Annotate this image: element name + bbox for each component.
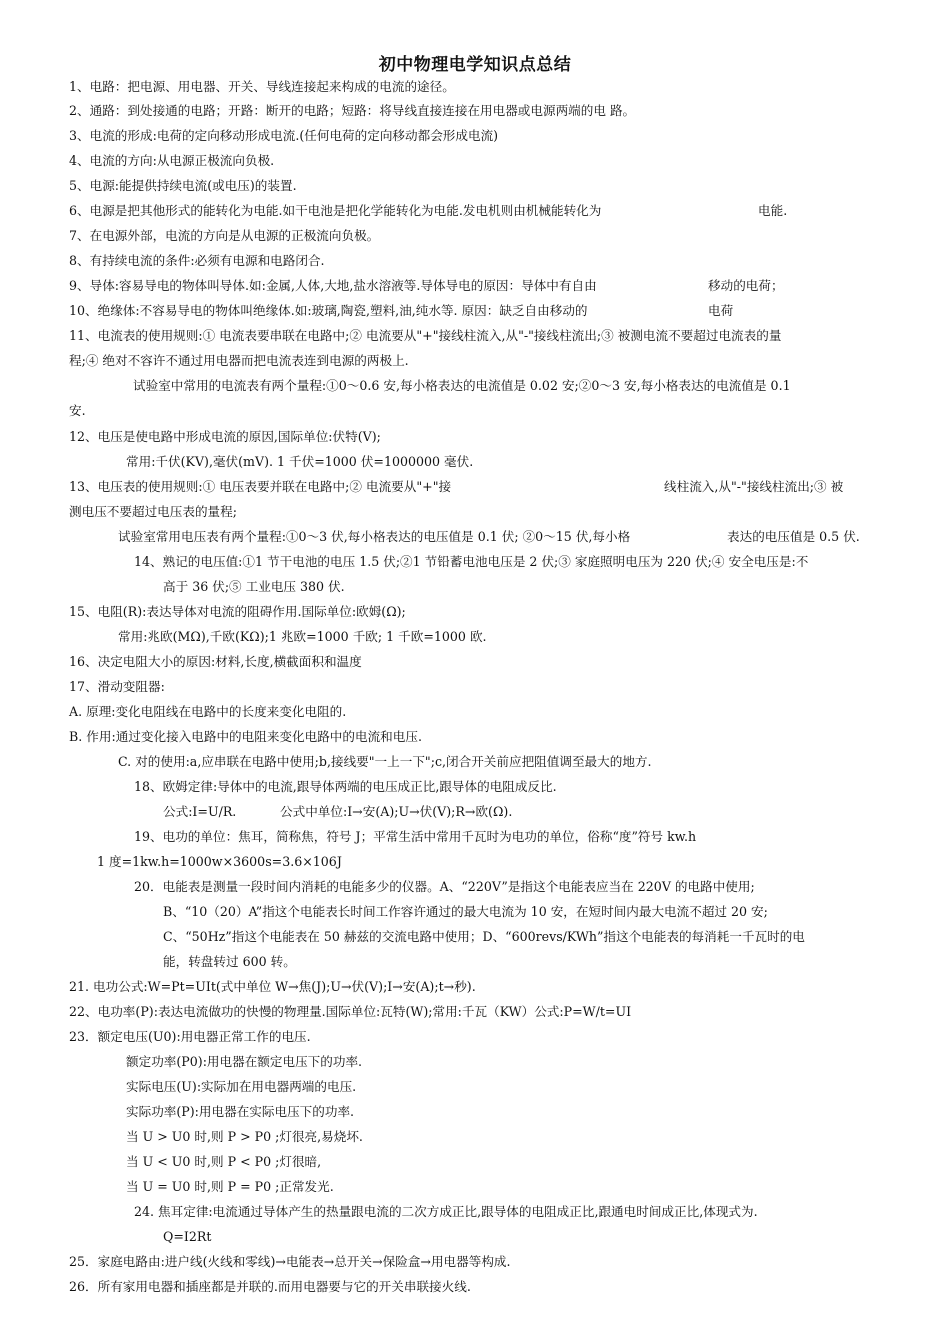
text-line: 公式中单位:I→安(A);U→伏(V);R→欧(Ω). xyxy=(280,804,513,819)
text-line: 程;④ 绝对不容许不通过用电器而把电流表连到电源的两极上. xyxy=(69,353,409,368)
text-line: 20．电能表是测量一段时间内消耗的电能多少的仪器。A、“220V”是指这个电能表应当在 220V 的电路中使用; xyxy=(134,879,755,894)
text-line: B、“10（20）A”指这个电能表长时间工作容许通过的最大电流为 10 安，在短时间内最大电流不超过 20 安; xyxy=(163,904,768,919)
text-line: 4、电流的方向:从电源正极流向负极. xyxy=(69,153,275,168)
text-line: 常用:千伏(KV),毫伏(mV). 1 千伏=1000 伏=1000000 毫伏. xyxy=(126,454,474,469)
text-line: 高于 36 伏;⑤ 工业电压 380 伏. xyxy=(163,579,345,594)
text-line: 额定功率(P0):用电器在额定电压下的功率. xyxy=(126,1054,363,1069)
text-line: 当 U < U0 时,则 P < P0 ;灯很暗, xyxy=(126,1154,322,1169)
text-line: 19、电功的单位：焦耳，简称焦，符号 J；平常生活中常用千瓦时为电功的单位，俗称“度”符号 kw.h xyxy=(134,829,697,844)
text-line: 23．额定电压(U0):用电器正常工作的电压. xyxy=(69,1029,311,1044)
text-line: 9、导体:容易导电的物体叫导体.如:金属,人体,大地,盐水溶液等.导体导电的原因：导体中有自由 xyxy=(69,278,597,293)
text-line: 25．家庭电路由:进户线(火线和零线)→电能表→总开关→保险盒→用电器等构成. xyxy=(69,1254,511,1269)
text-line: 22、电功率(P):表达电流做功的快慢的物理量.国际单位:瓦特(W);常用:千瓦（KW）公式:P=W/t=UI xyxy=(69,1004,632,1019)
text-line: 26．所有家用电器和插座都是并联的.而用电器要与它的开关串联接火线. xyxy=(69,1279,471,1294)
text-line: 公式:I=U/R. xyxy=(163,804,237,819)
text-line: 6、电源是把其他形式的能转化为电能.如干电池是把化学能转化为电能.发电机则由机械能转化为 xyxy=(69,203,602,218)
text-line: 实际功率(P):用电器在实际电压下的功率. xyxy=(126,1104,355,1119)
text-line: 17、滑动变阻器: xyxy=(69,679,165,694)
text-line: 能，转盘转过 600 转。 xyxy=(163,954,296,969)
text-line: 11、电流表的使用规则:① 电流表要串联在电路中;② 电流要从"+"接线柱流入,从"-"接线柱流出;③ 被测电流不要超过电流表的量 xyxy=(69,328,782,343)
text-line: 10、绝缘体:不容易导电的物体叫绝缘体.如:玻璃,陶瓷,塑料,油,纯水等. 原因：缺乏自由移动的 xyxy=(69,303,588,318)
text-line: 1 度=1kw.h=1000w×3600s=3.6×106J xyxy=(97,854,342,869)
text-line: 12、电压是使电路中形成电流的原因,国际单位:伏特(V); xyxy=(69,429,381,444)
text-line: 8、有持续电流的条件:必须有电源和电路闭合. xyxy=(69,253,325,268)
text-line: B. 作用:通过变化接入电路中的电阻来变化电路中的电流和电压. xyxy=(69,729,422,744)
text-line: 安. xyxy=(69,403,86,418)
text-line: 常用:兆欧(MΩ),千欧(KΩ);1 兆欧=1000 千欧; 1 千欧=1000 欧. xyxy=(118,629,487,644)
text-line: 电能. xyxy=(758,203,788,218)
text-line: C. 对的使用:a,应串联在电路中使用;b,接线要"一上一下";c,闭合开关前应把阻值调至最大的地方. xyxy=(118,754,652,769)
text-line: 7、在电源外部，电流的方向是从电源的正极流向负极。 xyxy=(69,228,380,243)
text-line: C、“50Hz”指这个电能表在 50 赫兹的交流电路中使用；D、“600revs/KWh”指这个电能表的每消耗一千瓦时的电 xyxy=(163,929,805,944)
text-line: 电荷 xyxy=(708,303,734,318)
text-line: 实际电压(U):实际加在用电器两端的电压. xyxy=(126,1079,357,1094)
text-line: 线柱流入,从"-"接线柱流出;③ 被 xyxy=(664,479,844,494)
text-line: 21. 电功公式:W=Pt=UIt(式中单位 W→焦(J);U→伏(V);I→安(A);t→秒). xyxy=(69,979,476,994)
text-line: 试验室常用电压表有两个量程:①0～3 伏,每小格表达的电压值是 0.1 伏; ②0～15 伏,每小格 xyxy=(118,529,631,544)
text-line: 1、电路：把电源、用电器、开关、导线连接起来构成的电流的途径。 xyxy=(69,79,455,94)
text-line: 16、决定电阻大小的原因:材料,长度,横截面积和温度 xyxy=(69,654,362,669)
text-line: 5、电源:能提供持续电流(或电压)的装置. xyxy=(69,178,297,193)
text-line: 18、欧姆定律:导体中的电流,跟导体两端的电压成正比,跟导体的电阻成反比. xyxy=(134,779,557,794)
text-line: 2、通路：到处接通的电路；开路：断开的电路；短路：将导线直接连接在用电器或电源两端的电 路。 xyxy=(69,103,636,118)
text-line: 表达的电压值是 0.5 伏. xyxy=(727,529,860,544)
text-line: 24. 焦耳定律:电流通过导体产生的热量跟电流的二次方成正比,跟导体的电阻成正比,跟通电时间成正比,体现式为. xyxy=(134,1204,758,1219)
text-line: 3、电流的形成:电荷的定向移动形成电流.(任何电荷的定向移动都会形成电流) xyxy=(69,128,499,143)
text-line: 当 U = U0 时,则 P = P0 ;正常发光. xyxy=(126,1179,334,1194)
text-line: 移动的电荷； xyxy=(708,278,784,293)
text-line: 试验室中常用的电流表有两个量程:①0～0.6 安,每小格表达的电流值是 0.02 安;②0～3 安,每小格表达的电流值是 0.1 xyxy=(133,378,791,393)
text-line: 测电压不要超过电压表的量程; xyxy=(69,504,237,519)
text-line: 13、电压表的使用规则:① 电压表要并联在电路中;② 电流要从"+"接 xyxy=(69,479,452,494)
text-line: A. 原理:变化电阻线在电路中的长度来变化电阻的. xyxy=(69,704,347,719)
text-line: 15、电阻(R):表达导体对电流的阻碍作用.国际单位:欧姆(Ω); xyxy=(69,604,406,619)
text-line: 14、熟记的电压值:①1 节干电池的电压 1.5 伏;②1 节铅蓄电池电压是 2 伏;③ 家庭照明电压为 220 伏;④ 安全电压是:不 xyxy=(134,554,809,569)
page-title: 初中物理电学知识点总结 xyxy=(378,55,572,75)
text-line: 当 U > U0 时,则 P > P0 ;灯很亮,易烧坏. xyxy=(126,1129,363,1144)
text-line: Q=I2Rt xyxy=(163,1229,212,1244)
